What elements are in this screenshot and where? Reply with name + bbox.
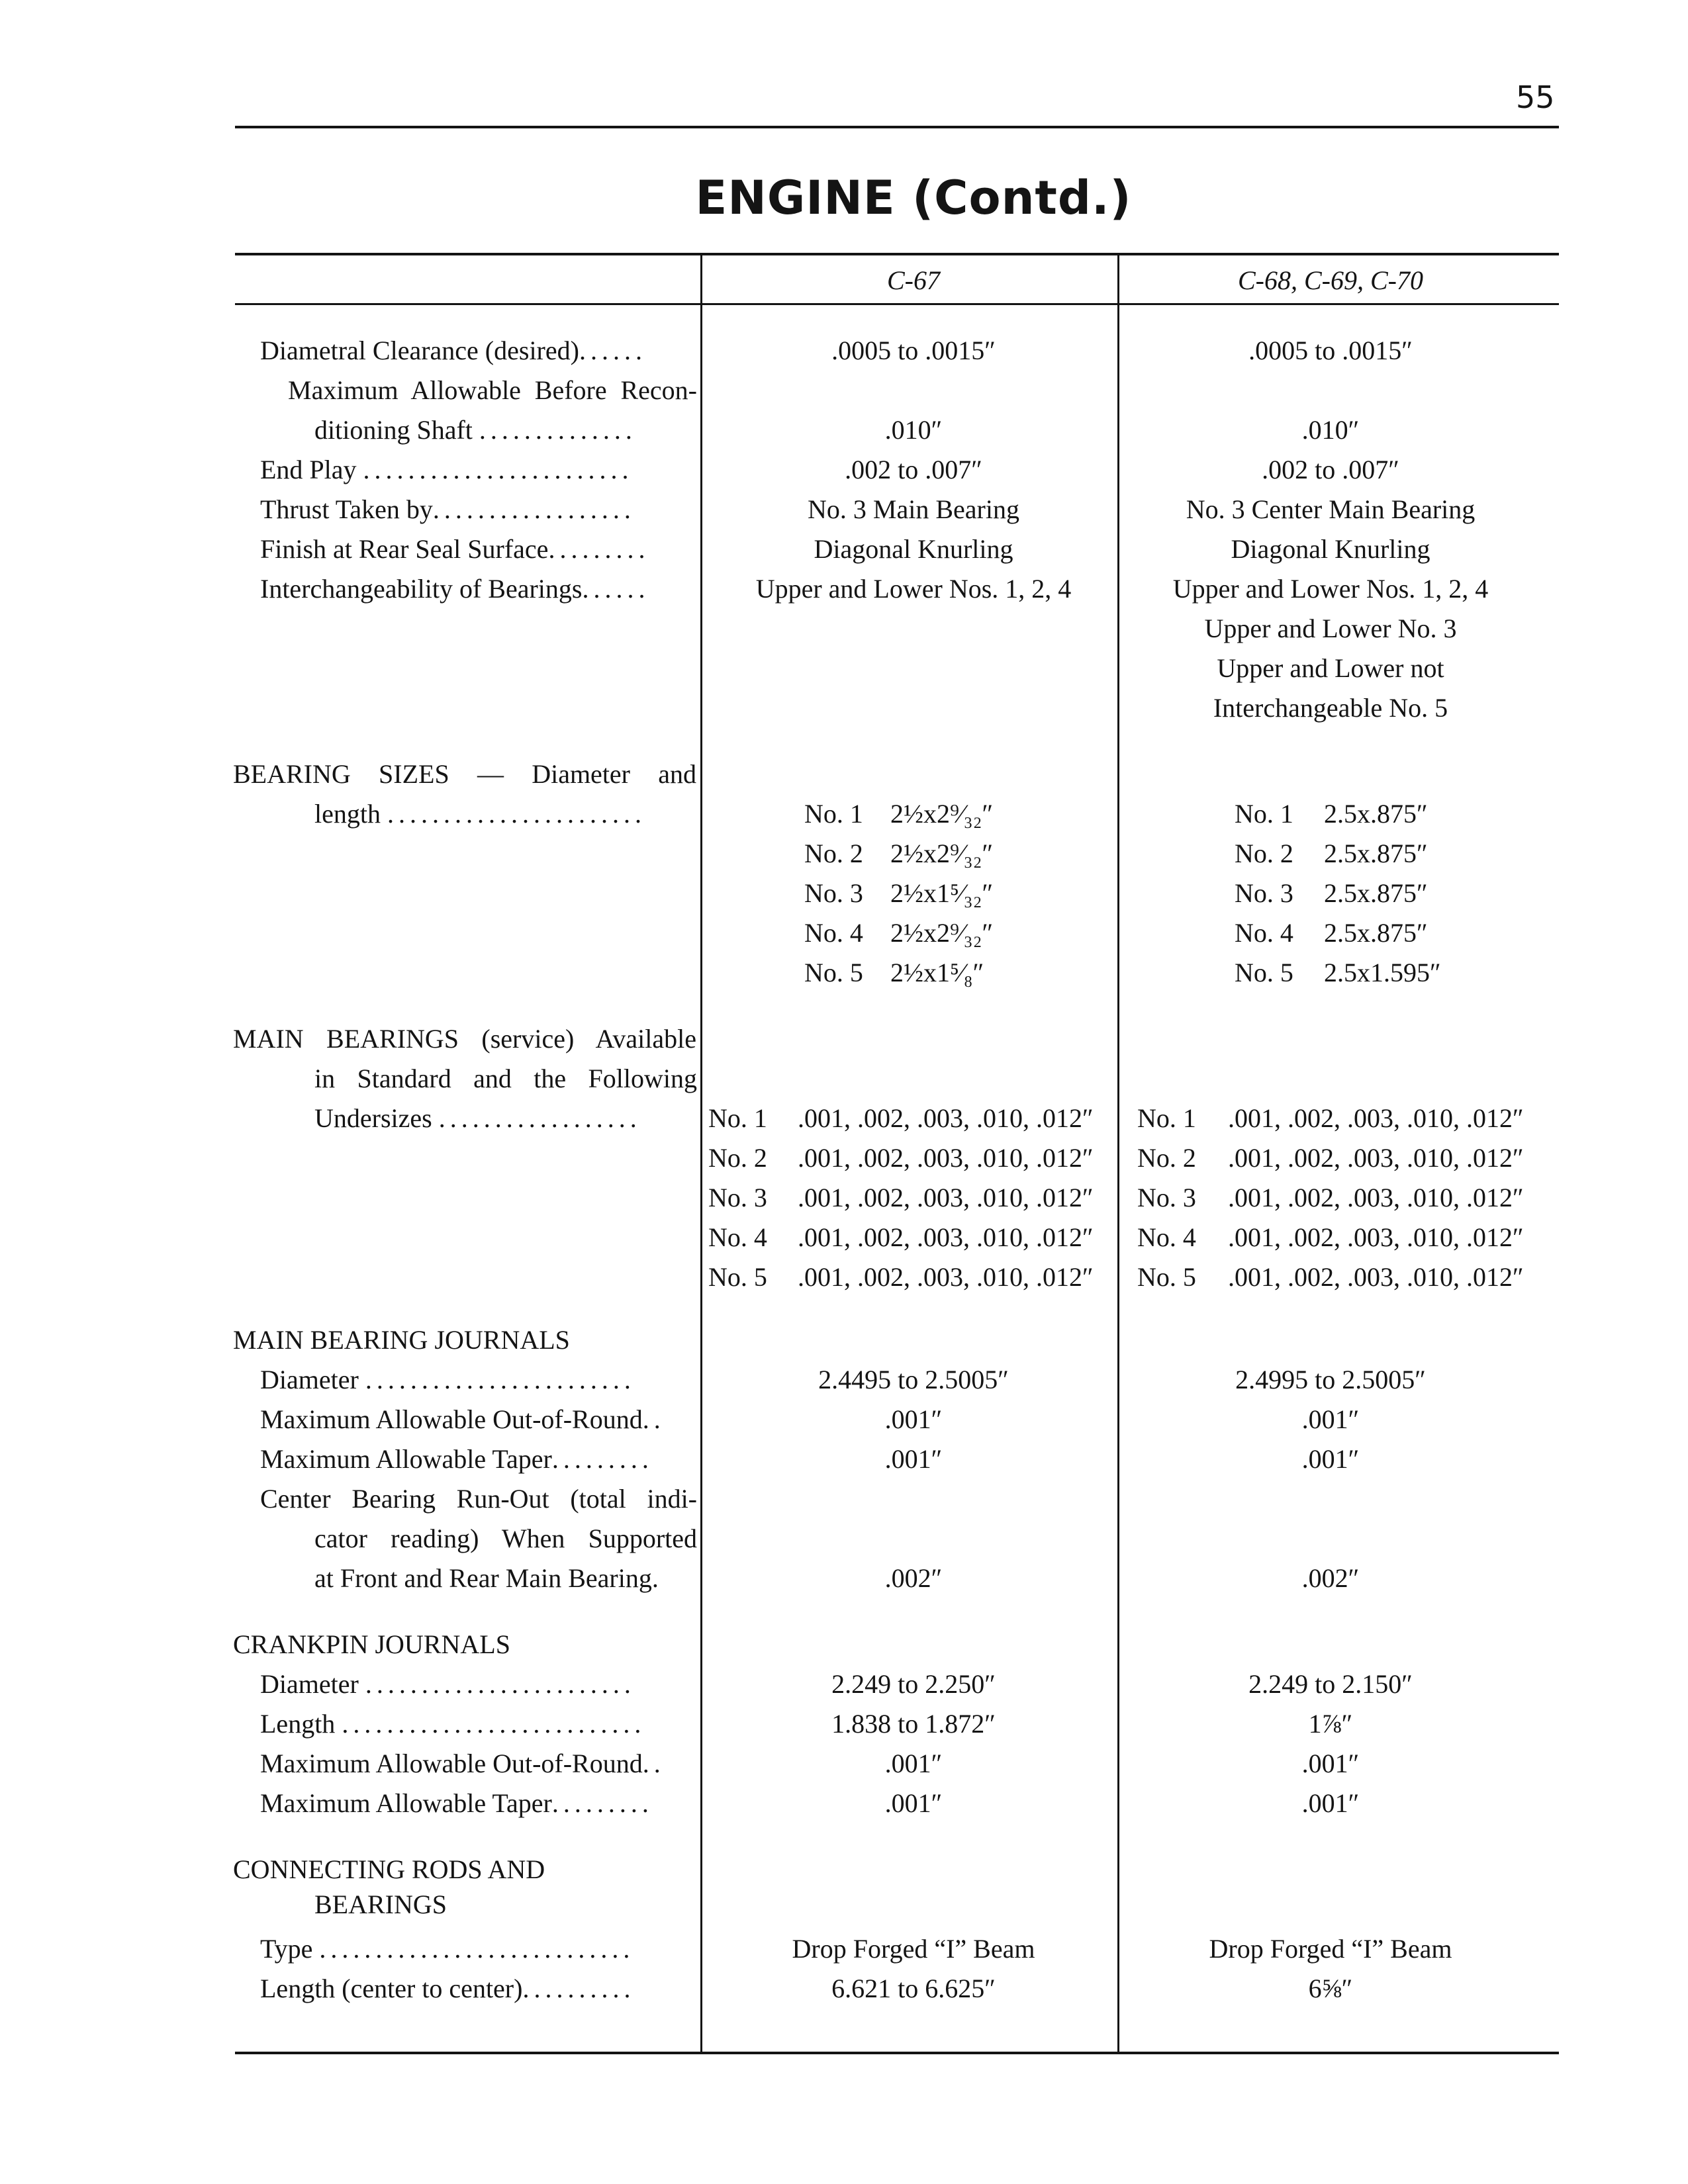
cell-value: 2.5x.875″ [1324, 878, 1428, 908]
section-heading: MAIN BEARINGS (service) Available [233, 1024, 696, 1054]
top-rule [235, 126, 1559, 128]
bearing-number: No. 3 [804, 878, 863, 908]
cell-value: Drop Forged “I” Beam [1209, 1934, 1452, 1964]
cell-value: .001, .002, .003, .010, .012″ [798, 1183, 1094, 1212]
cell-value: 2.5x.875″ [1324, 839, 1428, 868]
cell-value: .001, .002, .003, .010, .012″ [1228, 1103, 1524, 1133]
section-heading: BEARINGS [314, 1889, 447, 1919]
cell-value: Upper and Lower Nos. 1, 2, 4 [755, 574, 1072, 604]
bearing-number: No. 1 [1137, 1103, 1196, 1133]
cell-value: .001″ [1301, 1404, 1360, 1434]
cell-value: 6⅝″ [1308, 1974, 1353, 2003]
cell-value: 2½x1⁵⁄₃₂″ [890, 878, 994, 908]
bearing-number: No. 5 [1137, 1262, 1196, 1292]
row-label: at Front and Rear Main Bearing. [314, 1563, 659, 1593]
bearing-number: No. 5 [804, 958, 863, 987]
row-label: in Standard and the Following [314, 1064, 697, 1093]
bearing-number: No. 2 [804, 839, 863, 868]
row-label: Maximum Allowable Taper......... [260, 1444, 653, 1474]
bearing-number: No. 4 [1137, 1222, 1196, 1252]
cell-value: .001, .002, .003, .010, .012″ [798, 1262, 1094, 1292]
row-label: Center Bearing Run-Out (total indi- [260, 1484, 697, 1514]
cell-value: .0005 to .0015″ [1248, 336, 1413, 365]
bearing-number: No. 1 [708, 1103, 767, 1133]
cell-value: 2½x2⁹⁄₃₂″ [890, 918, 994, 948]
bearing-number: No. 2 [708, 1143, 767, 1173]
bearing-number: No. 3 [708, 1183, 767, 1212]
cell-value: Diagonal Knurling [1231, 534, 1430, 564]
cell-value: 6.621 to 6.625″ [831, 1974, 996, 2003]
cell-value: 1.838 to 1.872″ [831, 1709, 996, 1739]
row-label: Maximum Allowable Before Recon- [288, 375, 697, 405]
cell-value: .001″ [884, 1444, 943, 1474]
cell-value: .001, .002, .003, .010, .012″ [1228, 1262, 1524, 1292]
cell-value: 2½x1⁵⁄₈″ [890, 958, 984, 987]
row-label: ditioning Shaft .............. [314, 415, 637, 445]
cell-value: .002 to .007″ [845, 455, 982, 484]
row-label: Type ............................ [260, 1934, 635, 1964]
bearing-number: No. 2 [1235, 839, 1293, 868]
column-header-c67: C-67 [887, 265, 940, 295]
cell-value: 1⅞″ [1308, 1709, 1353, 1739]
cell-value: Upper and Lower Nos. 1, 2, 4 [1172, 574, 1489, 604]
cell-value: .010″ [884, 415, 943, 445]
bearing-number: No. 2 [1137, 1143, 1196, 1173]
cell-value: .001″ [884, 1404, 943, 1434]
cell-value: 2.4495 to 2.5005″ [818, 1365, 1009, 1394]
section-heading: BEARING SIZES — Diameter and [233, 759, 696, 789]
cell-value: 2.5x1.595″ [1324, 958, 1441, 987]
cell-value: .001, .002, .003, .010, .012″ [798, 1143, 1094, 1173]
row-label: Interchangeability of Bearings...... [260, 574, 650, 604]
cell-value: .001″ [884, 1788, 943, 1818]
cell-value: 2½x2⁹⁄₃₂″ [890, 839, 994, 868]
cell-value: 2.249 to 2.150″ [1248, 1669, 1413, 1699]
row-label: Length (center to center).......... [260, 1974, 635, 2003]
column-divider-1 [700, 255, 702, 2054]
cell-value: .001″ [1301, 1749, 1360, 1778]
row-label: length ....................... [314, 799, 646, 829]
row-label: Thrust Taken by.................. [260, 494, 635, 524]
section-heading: CONNECTING RODS AND [233, 1854, 545, 1884]
row-label: Finish at Rear Seal Surface......... [260, 534, 650, 564]
bearing-number: No. 3 [1137, 1183, 1196, 1212]
cell-value: Diagonal Knurling [814, 534, 1013, 564]
cell-value: .002″ [1301, 1563, 1360, 1593]
cell-value: .002 to .007″ [1262, 455, 1399, 484]
table-top-rule [235, 253, 1559, 255]
cell-value: .001, .002, .003, .010, .012″ [1228, 1183, 1524, 1212]
table-bottom-rule [235, 2052, 1559, 2054]
cell-value: .010″ [1301, 415, 1360, 445]
row-label: End Play ........................ [260, 455, 633, 484]
cell-value: Drop Forged “I” Beam [792, 1934, 1035, 1964]
row-label: Maximum Allowable Out-of-Round.. [260, 1404, 665, 1434]
cell-value: No. 3 Center Main Bearing [1186, 494, 1476, 524]
bearing-number: No. 5 [1235, 958, 1293, 987]
page-title: ENGINE (Contd.) [695, 171, 1132, 225]
bearing-number: No. 4 [708, 1222, 767, 1252]
section-heading: MAIN BEARING JOURNALS [233, 1325, 570, 1355]
cell-value: .001, .002, .003, .010, .012″ [798, 1222, 1094, 1252]
cell-value: .001, .002, .003, .010, .012″ [1228, 1222, 1524, 1252]
bearing-number: No. 4 [804, 918, 863, 948]
cell-value: No. 3 Main Bearing [808, 494, 1019, 524]
cell-value: .001″ [884, 1749, 943, 1778]
cell-value: .001, .002, .003, .010, .012″ [1228, 1143, 1524, 1173]
column-header-c68: C-68, C-69, C-70 [1238, 265, 1423, 295]
cell-value: Upper and Lower not [1217, 653, 1444, 683]
row-label: Length ........................... [260, 1709, 646, 1739]
cell-value: .001, .002, .003, .010, .012″ [798, 1103, 1094, 1133]
cell-value: 2.249 to 2.250″ [831, 1669, 996, 1699]
page-number: 55 [1516, 79, 1555, 115]
bearing-number: No. 3 [1235, 878, 1293, 908]
cell-value: 2½x2⁹⁄₃₂″ [890, 799, 994, 829]
row-label: Diametral Clearance (desired)...... [260, 336, 647, 365]
cell-value: Upper and Lower No. 3 [1204, 614, 1457, 643]
cell-value: Interchangeable No. 5 [1213, 693, 1448, 723]
row-label: Diameter ........................ [260, 1669, 635, 1699]
section-heading: CRANKPIN JOURNALS [233, 1629, 510, 1659]
bearing-number: No. 5 [708, 1262, 767, 1292]
cell-value: .002″ [884, 1563, 943, 1593]
cell-value: .001″ [1301, 1444, 1360, 1474]
cell-value: .001″ [1301, 1788, 1360, 1818]
row-label: Undersizes .................. [314, 1103, 641, 1133]
row-label: cator reading) When Supported [314, 1524, 697, 1553]
row-label: Maximum Allowable Taper......... [260, 1788, 653, 1818]
cell-value: 2.5x.875″ [1324, 918, 1428, 948]
cell-value: .0005 to .0015″ [831, 336, 996, 365]
cell-value: 2.5x.875″ [1324, 799, 1428, 829]
header-rule [235, 303, 1559, 305]
row-label: Diameter ........................ [260, 1365, 635, 1394]
bearing-number: No. 4 [1235, 918, 1293, 948]
bearing-number: No. 1 [1235, 799, 1293, 829]
cell-value: 2.4995 to 2.5005″ [1235, 1365, 1426, 1394]
row-label: Maximum Allowable Out-of-Round.. [260, 1749, 665, 1778]
bearing-number: No. 1 [804, 799, 863, 829]
